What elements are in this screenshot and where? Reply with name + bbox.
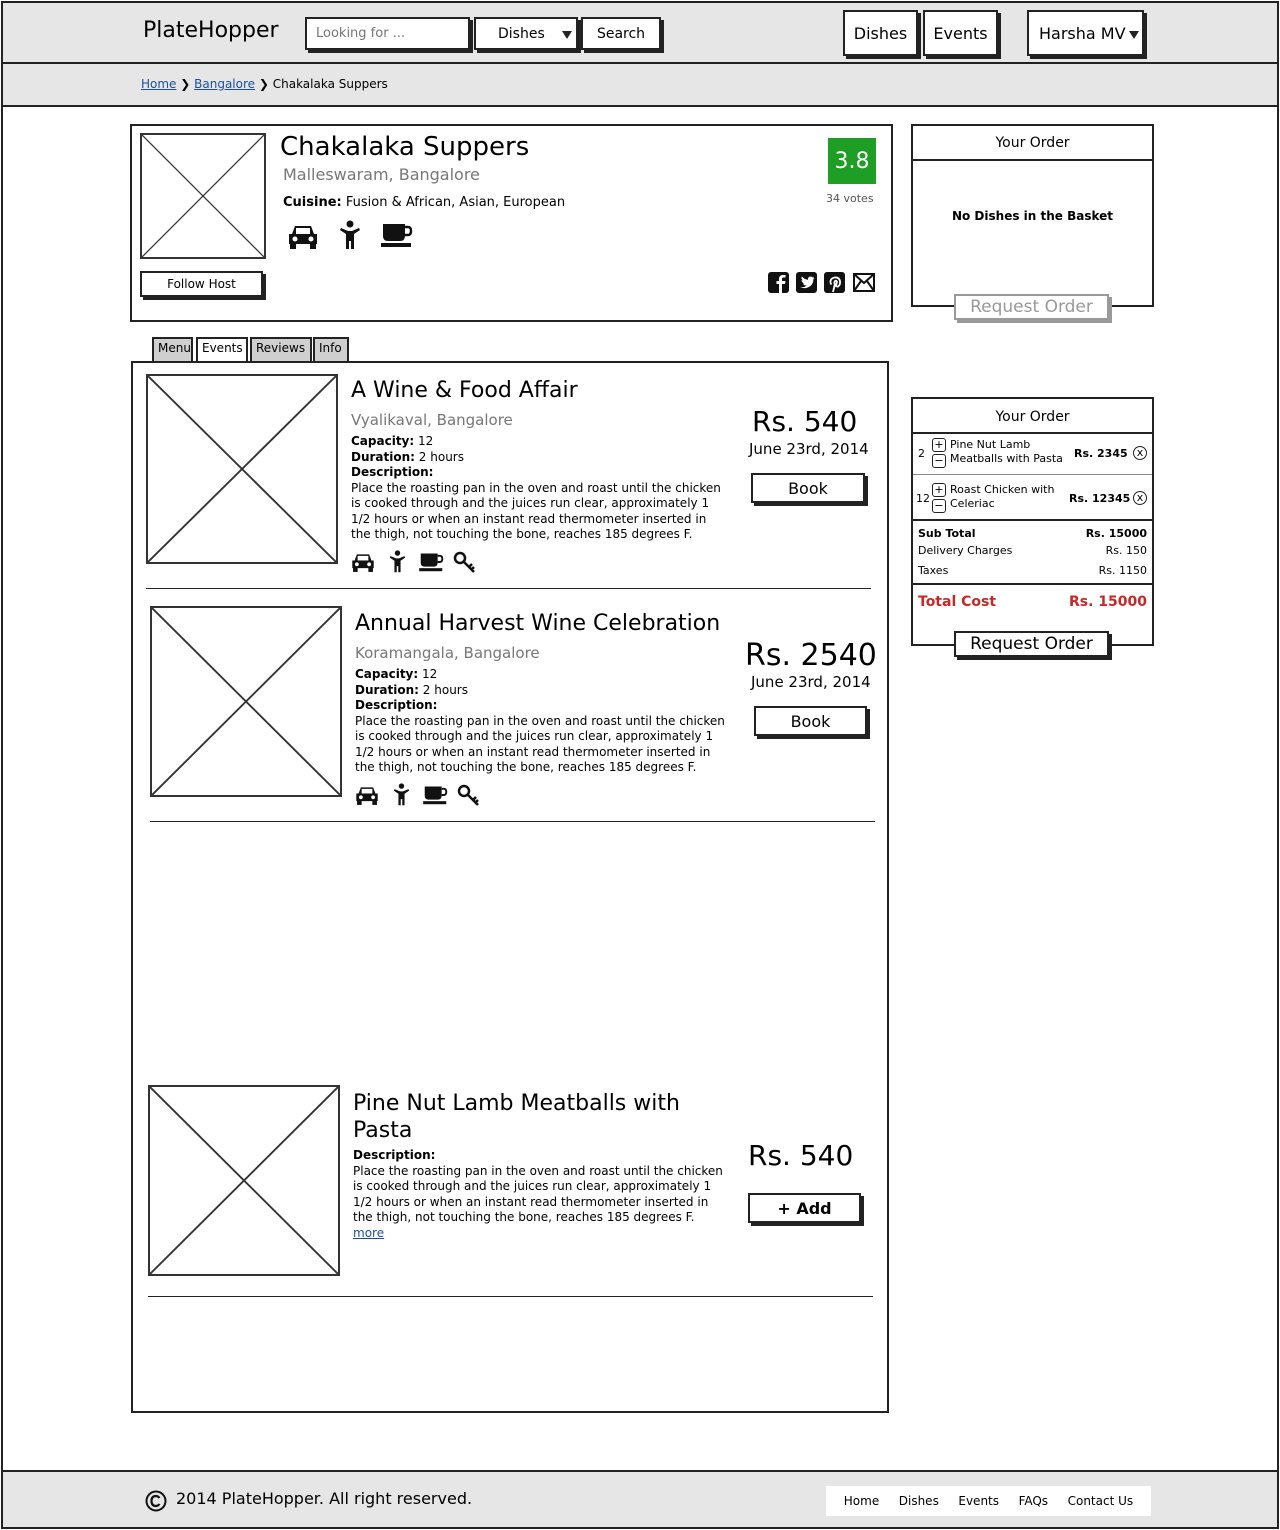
- chevron-right-icon: ❯: [258, 77, 273, 91]
- subtotal-label: Sub Total: [918, 527, 976, 540]
- key-icon: [457, 784, 481, 806]
- event-location: Koramangala, Bangalore: [355, 644, 540, 662]
- book-button[interactable]: Book: [751, 473, 865, 503]
- footer-link-home[interactable]: Home: [843, 1494, 880, 1508]
- search-type-label: Dishes: [498, 25, 545, 42]
- footer-link-faqs[interactable]: FAQs: [1018, 1494, 1049, 1508]
- host-votes: 34 votes: [826, 192, 874, 205]
- delivery-label: Delivery Charges: [918, 544, 1013, 557]
- minus-icon[interactable]: −: [932, 499, 946, 513]
- host-name: Chakalaka Suppers: [280, 132, 530, 162]
- item-qty: 2: [918, 447, 925, 460]
- duration-value: 2 hours: [422, 682, 468, 697]
- description-label: Description:: [351, 465, 434, 479]
- dish-price: Rs. 540: [748, 1139, 854, 1172]
- event-details: [351, 434, 721, 543]
- plus-icon[interactable]: +: [932, 438, 946, 452]
- breadcrumb-home[interactable]: Home: [141, 77, 177, 91]
- child-icon: [339, 220, 361, 250]
- event-details: [355, 667, 725, 776]
- mail-icon[interactable]: [853, 273, 875, 292]
- breadcrumb: [141, 77, 388, 91]
- footer-nav: [826, 1486, 1151, 1516]
- nav-dishes-button[interactable]: Dishes: [843, 10, 918, 56]
- car-icon: [286, 222, 320, 250]
- search-button[interactable]: Search: [581, 17, 661, 50]
- total-value: Rs. 15000: [1068, 594, 1147, 610]
- description-label: Description:: [355, 698, 438, 712]
- cuisine-value: Fusion & African, Asian, European: [345, 195, 566, 210]
- chevron-down-icon: [562, 31, 572, 39]
- duration-value: 2 hours: [418, 449, 464, 464]
- item-price: Rs. 12345: [1069, 492, 1131, 505]
- event-title[interactable]: Annual Harvest Wine Celebration: [355, 611, 721, 636]
- capacity-label: Capacity:: [351, 434, 415, 448]
- order-title: Your Order: [913, 399, 1152, 434]
- request-order-button-disabled[interactable]: Request Order: [954, 294, 1109, 320]
- footer-link-dishes[interactable]: Dishes: [898, 1494, 939, 1508]
- empty-basket-message: No Dishes in the Basket: [951, 209, 1114, 223]
- nav-events-button[interactable]: Events: [923, 10, 998, 56]
- divider: [913, 519, 1152, 521]
- description-label: Description:: [353, 1148, 436, 1162]
- child-icon: [389, 550, 406, 573]
- dish-details: [353, 1148, 723, 1241]
- order-empty-panel: [911, 124, 1154, 307]
- total-label: Total Cost: [918, 594, 997, 610]
- taxes-value: Rs. 1150: [1098, 564, 1147, 577]
- user-menu-dropdown[interactable]: [1027, 10, 1144, 56]
- host-cuisine: [283, 195, 565, 211]
- dish-title[interactable]: Pine Nut Lamb Meatballs with Pasta: [353, 1091, 680, 1143]
- pinterest-icon[interactable]: [824, 272, 845, 293]
- coffee-icon: [423, 785, 448, 805]
- duration-label: Duration:: [351, 449, 415, 464]
- add-dish-button[interactable]: + Add: [748, 1193, 861, 1223]
- event-title[interactable]: A Wine & Food Affair: [351, 378, 578, 403]
- search-input[interactable]: [305, 17, 470, 50]
- tab-reviews[interactable]: Reviews: [250, 337, 312, 361]
- event-image-placeholder: [150, 606, 342, 797]
- car-icon: [354, 784, 380, 806]
- search-type-dropdown[interactable]: [474, 17, 578, 50]
- event-date: June 23rd, 2014: [749, 440, 869, 458]
- tab-info[interactable]: Info: [313, 337, 349, 361]
- divider: [146, 588, 871, 589]
- car-icon: [350, 551, 376, 573]
- breadcrumb-city[interactable]: Bangalore: [194, 77, 256, 91]
- site-logo[interactable]: PlateHopper: [143, 18, 279, 43]
- event-price: Rs. 540: [752, 405, 858, 438]
- host-rating-badge: 3.8: [828, 138, 876, 184]
- item-qty: 12: [916, 492, 930, 505]
- capacity-value: 12: [418, 434, 434, 448]
- dish-description: Place the roasting pan in the oven and roast until the chicken is cooked through and the juices run clear, approximately 1 1/2 hours or when an instant read thermometer inserted in the thigh, not touching the bone, reaches 185 degrees F.: [353, 1163, 723, 1224]
- item-name: Pine Nut Lamb Meatballs with Pasta: [950, 438, 1063, 465]
- host-location: Malleswaram, Bangalore: [283, 165, 480, 184]
- event-description: Place the roasting pan in the oven and roast until the chicken is cooked through and the juices run clear, approximately 1 1/2 hours or when an instant read thermometer inserted in the thigh, not touching the bone, reaches 185 degrees F.: [351, 480, 721, 541]
- event-image-placeholder: [146, 374, 338, 564]
- key-icon: [453, 551, 477, 573]
- remove-icon[interactable]: x: [1133, 491, 1147, 505]
- twitter-icon[interactable]: [796, 272, 817, 293]
- cuisine-label: Cuisine:: [283, 195, 342, 210]
- event-price: Rs. 2540: [745, 638, 877, 673]
- follow-host-button[interactable]: Follow Host: [140, 271, 263, 297]
- order-title: Your Order: [913, 126, 1152, 161]
- coffee-icon: [419, 552, 444, 572]
- item-price: Rs. 2345: [1074, 447, 1128, 460]
- coffee-icon: [381, 222, 413, 248]
- minus-icon[interactable]: −: [932, 454, 946, 468]
- request-order-button[interactable]: Request Order: [954, 631, 1109, 657]
- facebook-icon[interactable]: [768, 272, 789, 293]
- event-date: June 23rd, 2014: [751, 673, 871, 691]
- plus-icon[interactable]: +: [932, 483, 946, 497]
- divider: [913, 474, 1152, 475]
- event-location: Vyalikaval, Bangalore: [351, 411, 513, 429]
- footer-link-events[interactable]: Events: [958, 1494, 1000, 1508]
- duration-label: Duration:: [355, 682, 419, 697]
- capacity-label: Capacity:: [355, 667, 419, 681]
- taxes-label: Taxes: [918, 564, 949, 577]
- user-name: Harsha MV: [1039, 23, 1126, 43]
- footer-link-contact[interactable]: Contact Us: [1067, 1494, 1134, 1508]
- item-name: Roast Chicken with Celeriac: [950, 483, 1055, 510]
- dish-image-placeholder: [148, 1085, 340, 1276]
- child-icon: [393, 783, 410, 806]
- copyright-icon: [145, 1490, 167, 1512]
- delivery-value: Rs. 150: [1105, 544, 1147, 557]
- divider: [913, 583, 1152, 585]
- chevron-down-icon: [1129, 31, 1139, 39]
- event-description: Place the roasting pan in the oven and roast until the chicken is cooked through and the juices run clear, approximately 1 1/2 hours or when an instant read thermometer inserted in the thigh, not touching the bone, reaches 185 degrees F.: [355, 713, 725, 774]
- capacity-value: 12: [422, 667, 438, 681]
- more-link[interactable]: more: [353, 1225, 385, 1240]
- divider: [148, 1296, 873, 1297]
- host-image-placeholder: [140, 133, 266, 259]
- subtotal-value: Rs. 15000: [1085, 527, 1147, 540]
- footer-copyright: 2014 PlateHopper. All right reserved.: [176, 1489, 473, 1508]
- divider: [150, 821, 875, 822]
- tab-menu[interactable]: Menu: [152, 337, 193, 361]
- book-button[interactable]: Book: [754, 706, 867, 736]
- remove-icon[interactable]: x: [1133, 446, 1147, 460]
- chevron-right-icon: ❯: [180, 77, 195, 91]
- breadcrumb-current: Chakalaka Suppers: [272, 77, 388, 91]
- tab-events[interactable]: Events: [196, 337, 248, 363]
